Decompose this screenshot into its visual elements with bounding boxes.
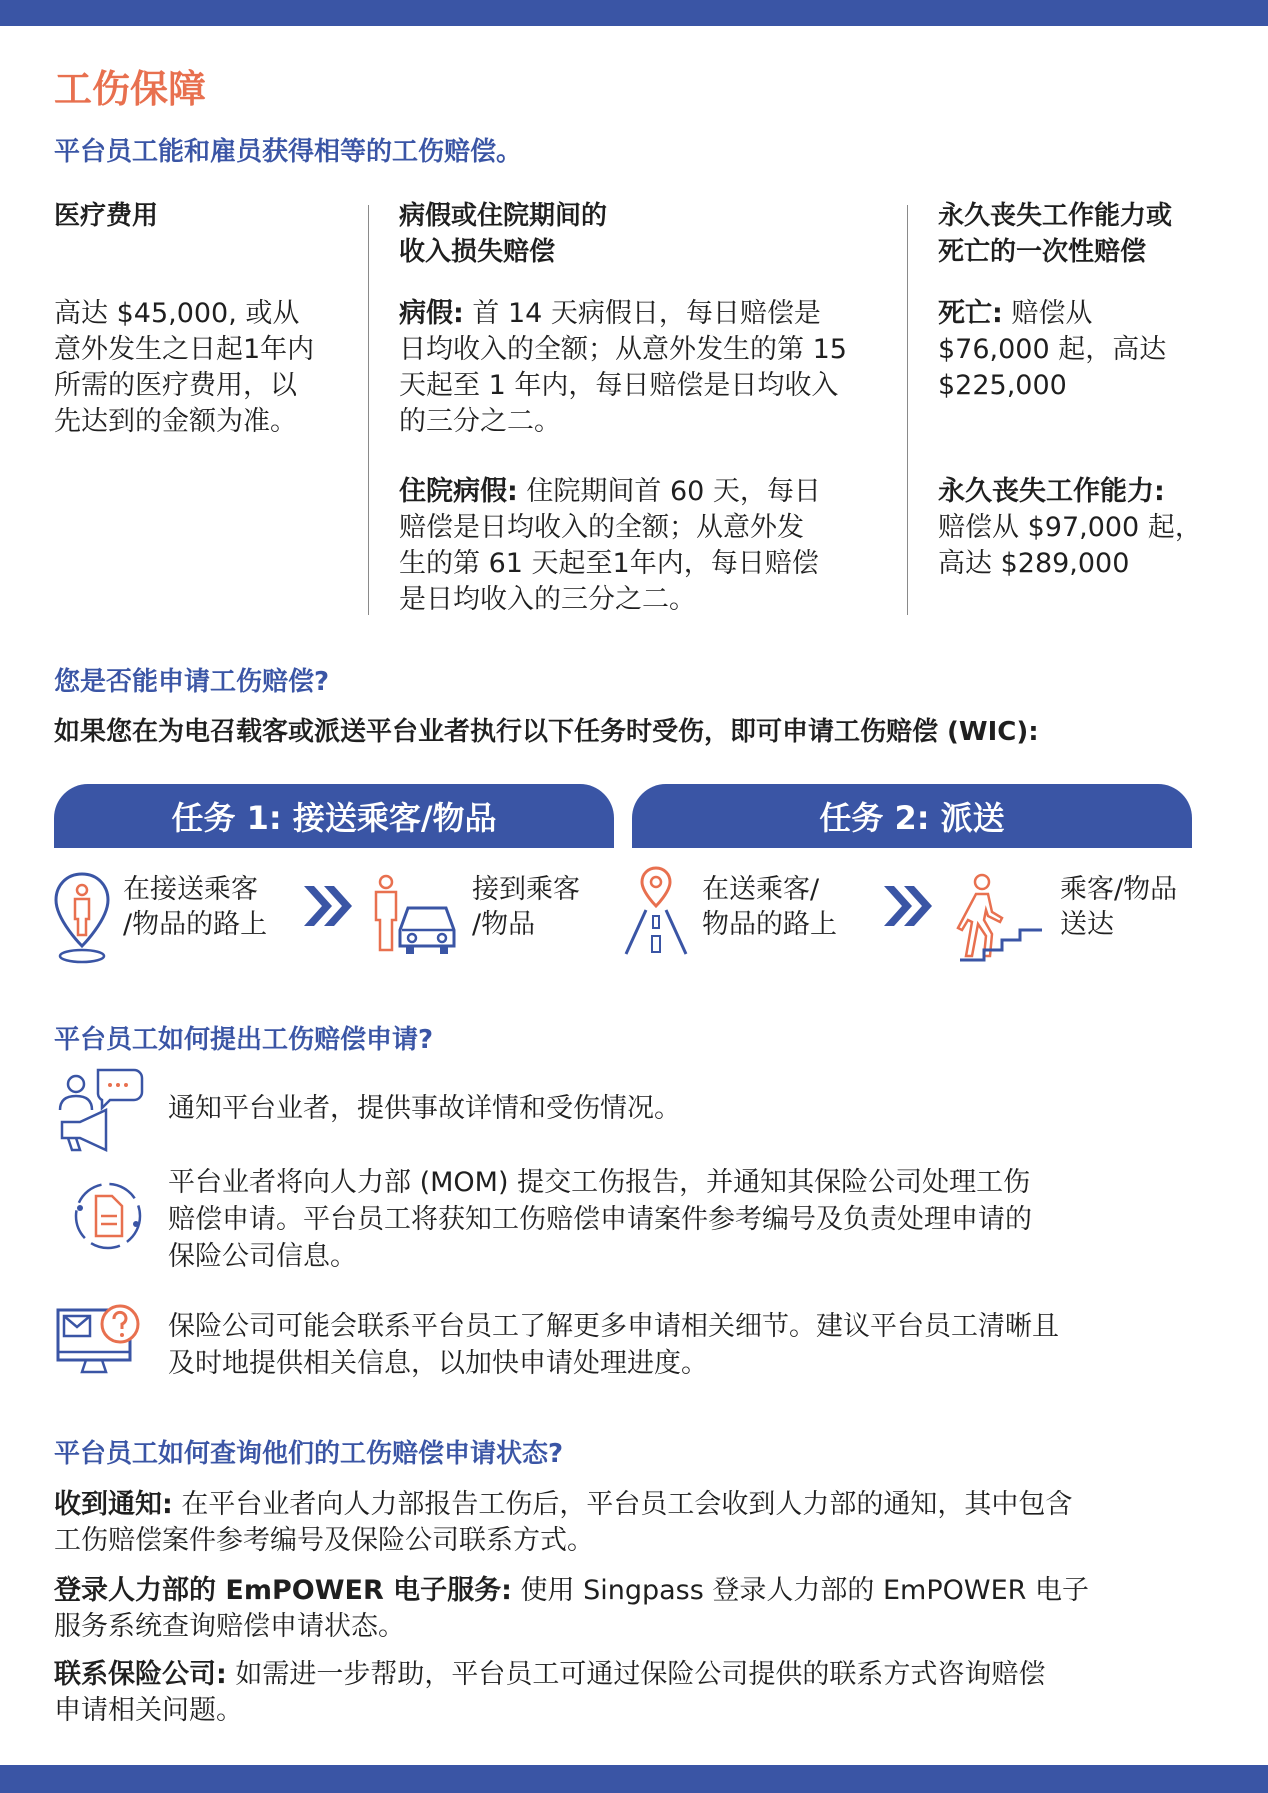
double-chevron-right-icon (302, 884, 354, 928)
column-divider (907, 205, 908, 615)
person-location-pin-icon (50, 868, 114, 968)
hospital-leave-paragraph: 住院病假: 住院期间首 60 天，每日 赔偿是日均收入的全额；从意外发 生的第 61 天起至1年内，每日赔偿 是日均收入的三分之二。 (399, 476, 821, 615)
sick-leave-paragraph: 病假: 首 14 天病假日，每日赔偿是 日均收入的全额；从意外发生的第 15 天起至 1 年内，每日赔偿是日均收入 的三分之二。 (399, 298, 847, 437)
document-cycle-icon (70, 1178, 146, 1254)
status-item: 收到通知: 在平台业者向人力部报告工伤后，平台员工会收到人力部的通知，其中包含 工伤赔偿案件参考编号及保险公司联系方式。 (54, 1489, 1073, 1556)
income-loss-column (399, 198, 899, 618)
process-step-text: 通知平台业者，提供事故详情和受伤情况。 (168, 1093, 681, 1124)
process-step-text: 保险公司可能会联系平台员工了解更多申请相关细节。建议平台员工清晰且 及时地提供相关信息，以加快申请处理进度。 (168, 1311, 1059, 1379)
eligibility-question: 您是否能申请工伤赔偿? (54, 667, 330, 697)
computer-question-icon (56, 1302, 142, 1378)
task-step-text: 在送乘客/ 物品的路上 (702, 874, 837, 940)
task-step-text: 乘客/物品 送达 (1060, 874, 1178, 940)
top-band (0, 0, 1268, 26)
column-divider (368, 205, 369, 615)
column-heading: 永久丧失工作能力或 死亡的一次性赔偿 (938, 201, 1173, 267)
medical-cost-column (54, 198, 354, 440)
lump-sum-column (938, 198, 1238, 582)
road-location-pin-icon (620, 864, 692, 956)
task-step-text: 接到乘客 /物品 (472, 874, 580, 940)
eligibility-statement: 如果您在为电召载客或派送平台业者执行以下任务时受伤，即可申请工伤赔偿 (WIC): (54, 717, 1039, 747)
status-question: 平台员工如何查询他们的工伤赔偿申请状态? (54, 1439, 564, 1469)
bottom-band (0, 1765, 1268, 1793)
page-title: 工伤保障 (54, 67, 207, 111)
person-with-car-icon (370, 872, 466, 956)
task-2-header: 任务 2: 派送 (632, 784, 1192, 848)
incapacity-paragraph: 永久丧失工作能力: 赔偿从 $97,000 起， 高达 $289,000 (938, 476, 1202, 579)
walking-up-stairs-icon (956, 872, 1048, 964)
task-1-header: 任务 1: 接送乘客/物品 (54, 784, 614, 848)
process-question: 平台员工如何提出工伤赔偿申请? (54, 1025, 434, 1055)
process-step-text: 平台业者将向人力部 (MOM) 提交工伤报告，并通知其保险公司处理工伤 赔偿申请。平台员工将获知工伤赔偿申请案件参考编号及负责处理申请的 保险公司信息。 (168, 1167, 1032, 1272)
status-item: 联系保险公司: 如需进一步帮助，平台员工可通过保险公司提供的联系方式咨询赔偿 申请相关问题。 (54, 1659, 1046, 1726)
column-heading: 医疗费用 (54, 201, 159, 231)
task-step-text: 在接送乘客 /物品的路上 (123, 874, 268, 940)
death-paragraph: 死亡: 赔偿从 $76,000 起，高达 $225,000 (938, 298, 1167, 401)
column-heading: 病假或住院期间的 收入损失赔偿 (399, 201, 608, 267)
status-item: 登录人力部的 EmPOWER 电子服务: 使用 Singpass 登录人力部的 EmPOWER 电子 服务系统查询赔偿申请状态。 (54, 1575, 1089, 1642)
people-chat-megaphone-icon (54, 1066, 144, 1152)
page-subtitle: 平台员工能和雇员获得相等的工伤赔偿。 (54, 137, 523, 167)
double-chevron-right-icon (882, 884, 934, 928)
column-paragraph: 高达 $45,000, 或从 意外发生之日起1年内 所需的医疗费用，以 先达到的金额为准。 (54, 298, 315, 437)
